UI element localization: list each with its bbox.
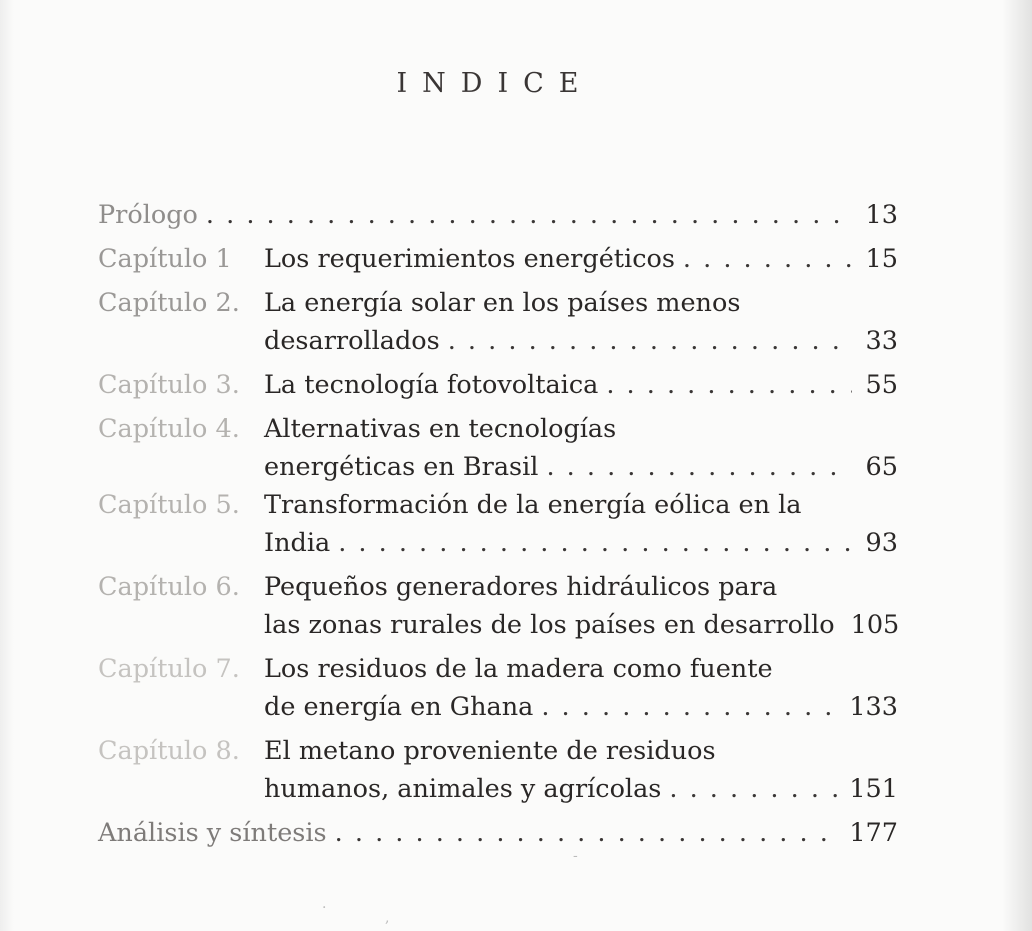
page-title: INDICE [396,68,594,99]
dot-leader [533,688,839,726]
chapter-title-line: humanos, animales y agrícolas [264,774,662,804]
chapter-label: Capítulo 2. [98,288,240,318]
dot-leader [661,770,839,808]
toc-entry-chapter-3[interactable] [98,366,898,404]
toc-page-number: 55 [865,370,898,400]
chapter-title-line: India [264,528,331,558]
toc-page-number: 105 [850,610,900,640]
chapter-label: Capítulo 8. [98,736,240,766]
toc-entry-synthesis[interactable] [98,814,898,852]
chapter-label: Capítulo 1 [98,244,232,274]
chapter-title-line: Los residuos de la madera como fuente [264,654,773,684]
chapter-title-line: las zonas rurales de los países en desarrollo [264,610,835,640]
chapter-label: Capítulo 4. [98,414,240,444]
toc-entry-chapter-2[interactable] [98,284,898,360]
book-page: INDICE Prólogo . . . 13 Capítulo 1 Los requerimientos energéticos . . . 15 Capítulo 2. La energía solar en los países menos desarrollados . . . 33 Capítulo 3. La tecnología fotovoltaica . . . 55 Capítulo 4. Alternativas en tecnologías energéticas en Brasil . . . 65 Capítulo 5. Transformación de la energía eólica en la India . . . 93 Capítulo 6. Pequeños generadores hidráulicos para las zonas rurales de los países en desarrollo . . . 105 Capítulo 7. Los residuos de la madera como fuente de energía en Ghana . . . 133 Capítulo 8. El metano proveniente de residuos humanos, animales y agrícolas . . . 151 Análisis y síntesis . . . 177 - · , [0,0,1032,931]
chapter-title-line: El metano proveniente de residuos [264,736,716,766]
toc-page-number: 33 [865,326,898,356]
dot-leader [598,366,852,404]
toc-page-number: 15 [865,244,898,274]
dot-leader [440,322,852,360]
toc-page-number: 177 [849,818,898,848]
toc-entry-label: Prólogo [98,200,198,230]
dot-leader [198,196,852,234]
toc-page-number: 65 [865,452,898,482]
chapter-label: Capítulo 3. [98,370,240,400]
chapter-title-line: Alternativas en tecnologías [264,414,617,444]
toc-entry-chapter-5[interactable] [98,486,898,562]
toc-entry-prologue[interactable] [98,196,898,234]
chapter-title-line: energéticas en Brasil [264,452,539,482]
toc-entry-label: Análisis y síntesis [98,818,327,848]
dot-leader [675,240,852,278]
chapter-label: Capítulo 5. [98,490,240,520]
toc-page-number: 93 [865,528,898,558]
toc-entry-chapter-7[interactable] [98,650,898,726]
chapter-title-line: Los requerimientos energéticos [264,244,675,274]
chapter-title-line: Pequeños generadores hidráulicos para [264,572,778,602]
toc-entry-chapter-8[interactable] [98,732,898,808]
chapter-title-line: de energía en Ghana [264,692,534,722]
dot-leader [538,448,852,486]
toc-entry-chapter-4[interactable] [98,410,898,486]
toc-entry-chapter-6[interactable] [98,568,898,644]
chapter-label: Capítulo 7. [98,654,240,684]
chapter-title-line: La tecnología fotovoltaica [264,370,599,400]
chapter-label: Capítulo 6. [98,572,240,602]
toc-page-number: 13 [865,200,898,230]
chapter-title-line: La energía solar en los países menos [264,288,741,318]
dot-leader [330,524,852,562]
chapter-title-line: Transformación de la energía eólica en la [264,490,802,520]
dot-leader [327,814,840,852]
chapter-title-line: desarrollados [264,326,440,356]
toc-page-number: 151 [849,774,898,804]
toc-entry-chapter-1[interactable] [98,240,898,278]
toc-page-number: 133 [849,692,898,722]
table-of-contents [98,196,898,852]
